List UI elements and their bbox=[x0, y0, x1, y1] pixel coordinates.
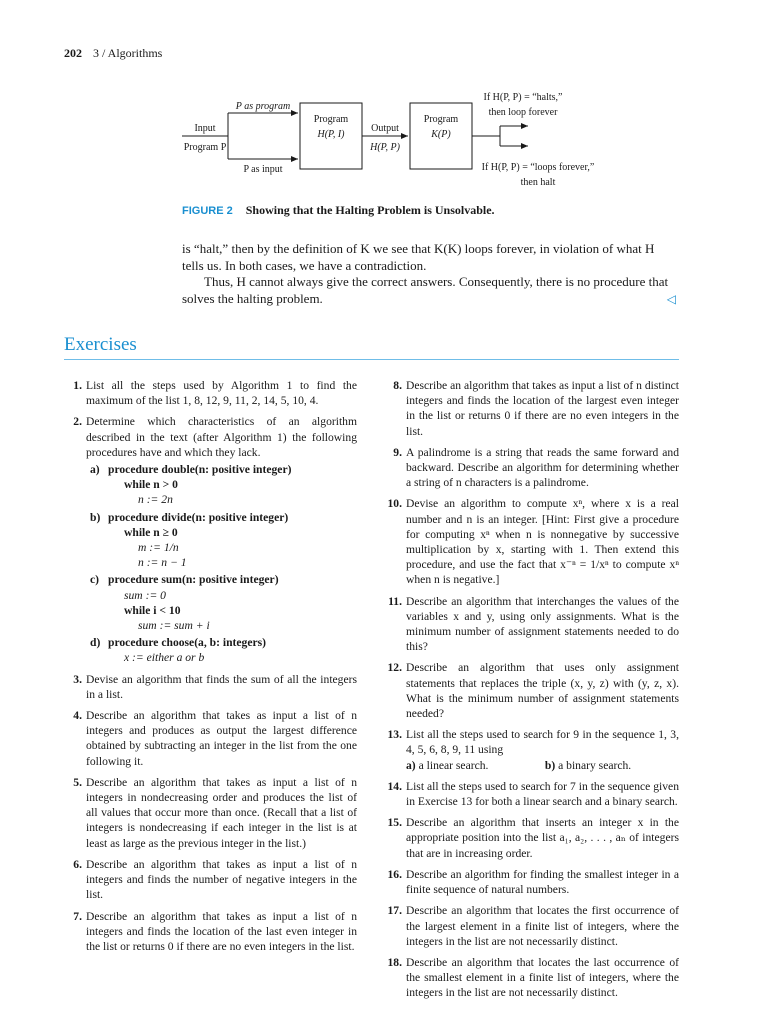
page-number: 202 bbox=[64, 46, 82, 60]
exercise-17: 17. Describe an algorithm that locates the first occurrence of the largest element in a finite list of integers, where the integers in the list are not necessarily distinct. bbox=[387, 904, 679, 948]
exercise-9: 9. A palindrome is a string that reads the same forward and backward. Describe an algorithm for determining whether a string of n characters is a palindrome. bbox=[393, 445, 679, 490]
output-value: H(P, P) bbox=[370, 142, 400, 153]
para2-line1: Thus, H cannot always give the correct answers. Consequently, there is no procedure that bbox=[204, 274, 669, 289]
figure-caption bbox=[182, 203, 495, 218]
body-paragraph-1 bbox=[182, 241, 678, 274]
exercise-10: 10. Devise an algorithm to compute xⁿ, where x is a real number and n is an integer. [Hint: First give a procedure for computing xⁿ when n is nonnegative by successive multiplication by x, starting with 1. Then extend this procedure, and use the fact that x⁻ⁿ = 1/xⁿ to compute xⁿ when n is negative.] bbox=[387, 497, 679, 587]
box-k-line1: Program bbox=[423, 114, 459, 125]
exercises-right-column bbox=[384, 378, 679, 1007]
box-h-line2: H(P, I) bbox=[317, 129, 345, 140]
exercise-5: 5. Describe an algorithm that takes as input a list of n integers in nondecreasing order and produces the list of all values that occur more than once. (Recall that a list of integers is nondecreasing if each integer in the list is at least as large as the previous integer in the list.) bbox=[73, 775, 357, 850]
exercise-4: 4. Describe an algorithm that takes as input a list of n integers and produces as output the largest difference obtained by subtracting an integer in the list from the one following it. bbox=[73, 709, 357, 768]
exercise-2c: c) procedure sum(n: positive integer) sum := 0 while i < 10 sum := sum + i bbox=[90, 573, 279, 633]
body-paragraph-2 bbox=[182, 274, 678, 307]
para2-line2: solves the halting problem. bbox=[182, 290, 323, 306]
bottom-note-1: If H(P, P) = “loops forever,” bbox=[481, 162, 595, 173]
exercise-2d: d) procedure choose(a, b: integers) x := either a or b bbox=[90, 636, 266, 665]
exercise-13-options: a) a linear search. b) a binary search. bbox=[406, 758, 632, 772]
exercise-18: 18. Describe an algorithm that locates the last occurrence of the smallest element in a finite list of integers, where the integers in the list are not necessarily distinct. bbox=[387, 955, 679, 1000]
exercises-left-column bbox=[64, 378, 357, 960]
exercise-8: 8. Describe an algorithm that takes as input a list of n distinct integers and finds the location of the largest even integer in the list or returns 0 if there are no even integers in the list. bbox=[393, 379, 679, 438]
p-as-input-label: P as input bbox=[243, 164, 283, 175]
top-note-2: then loop forever bbox=[488, 107, 558, 118]
box-h-line1: Program bbox=[313, 114, 349, 125]
figure-caption-text: Showing that the Halting Problem is Unsolvable. bbox=[245, 203, 495, 217]
exercise-2b: b) procedure divide(n: positive integer) while n ≥ 0 m := 1/n n := n − 1 bbox=[90, 510, 289, 570]
exercise-11: 11. Describe an algorithm that interchanges the values of the variables x and y, using only assignments. What is the minimum number of assignment statements needed to do this? bbox=[388, 594, 679, 654]
top-note-1: If H(P, P) = “halts,” bbox=[483, 92, 563, 103]
exercise-6: 6. Describe an algorithm that takes as input a list of n integers and finds the number of negative integers in the list. bbox=[73, 857, 357, 902]
bottom-note-2: then halt bbox=[520, 177, 556, 188]
p-as-program-label: P as program bbox=[235, 101, 291, 112]
para1-line1: is “halt,” then by the definition of K we see that K(K) loops forever, in violation of what H bbox=[182, 241, 655, 256]
end-of-proof-mark: ◁ bbox=[666, 291, 676, 306]
figure-label: FIGURE 2 bbox=[182, 205, 233, 217]
exercise-14: 14. List all the steps used to search for 7 in the sequence given in Exercise 13 for both a linear search and a binary search. bbox=[387, 779, 679, 809]
output-label: Output bbox=[371, 123, 399, 134]
program-p-label: Program P bbox=[183, 142, 227, 153]
exercises-heading: Exercises bbox=[64, 334, 137, 355]
exercise-16: 16. Describe an algorithm for finding the smallest integer in a finite sequence of natural numbers. bbox=[387, 867, 679, 897]
exercise-13: 13. List all the steps used to search for 9 in the sequence 1, 3, 4, 5, 6, 8, 9, 11 using a) a linear search. b) a binary search. bbox=[387, 728, 679, 772]
exercise-2a: a) procedure double(n: positive integer) while n > 0 n := 2n bbox=[90, 463, 292, 507]
exercise-12: 12. Describe an algorithm that uses only assignment statements that replaces the triple (x, y, z) with (y, z, x). What is the minimum number of assignment statements needed? bbox=[387, 661, 679, 721]
exercise-2: 2. Determine which characteristics of an algorithm described in the text (after Algorithm 1) the following procedures have and which they lack. a) procedure double(n: positive integer) while n > 0 n := 2n b) procedure divide(n: positive integer) while n ≥ 0 m := 1/n n := n − 1 c) procedure sum(n: positive integer) sum := 0 while i < 10 sum := sum + i d) procedure choose(a, b: integers) x := either a or b bbox=[73, 415, 357, 665]
input-label: Input bbox=[194, 123, 216, 134]
section-title: 3 / Algorithms bbox=[93, 46, 163, 60]
exercise-1: 1. List all the steps used by Algorithm 1 to find the maximum of the list 1, 8, 12, 9, 11, 2, 14, 5, 10, 4. bbox=[73, 379, 357, 408]
heading-rule bbox=[64, 359, 679, 360]
halting-diagram bbox=[0, 0, 768, 200]
para1-line2: tells us. In both cases, we have a contradiction. bbox=[182, 257, 427, 273]
exercise-7: 7. Describe an algorithm that takes as input a list of n integers and finds the location of the last even integer in the list or returns 0 if there are no even integers in the list. bbox=[73, 909, 357, 953]
exercise-3: 3. Devise an algorithm that finds the sum of all the integers in a list. bbox=[73, 672, 357, 701]
box-k-line2: K(P) bbox=[431, 129, 451, 140]
exercise-15: 15. Describe an algorithm that inserts an integer x in the appropriate position into the list a₁, a₂, . . . , aₙ of integers that are in increasing order. bbox=[387, 816, 679, 860]
